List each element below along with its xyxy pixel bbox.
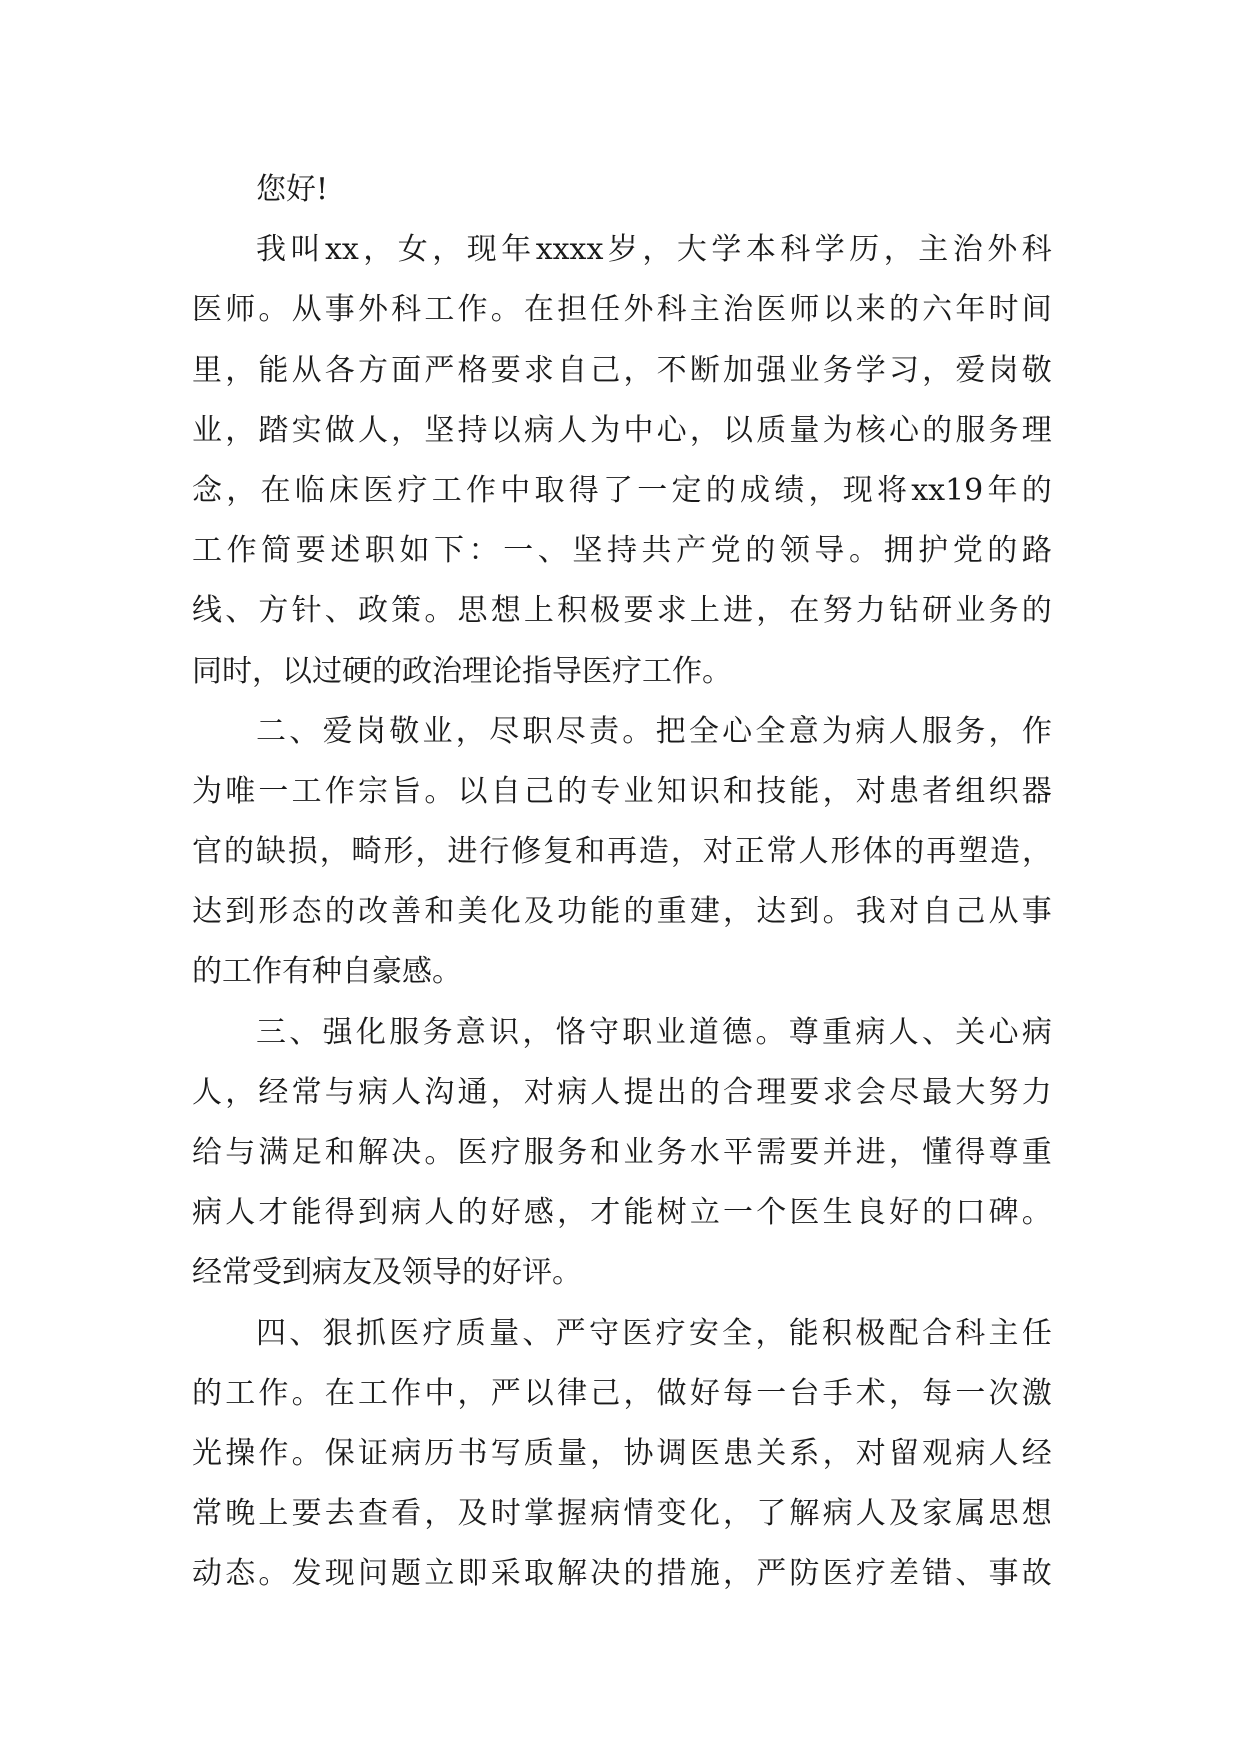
text-line: 里 ， 能 从 各 方 面 严 格 要 求 自 己 ， 不 断 加 强 业 务 学 习 ， 爱 岗 敬 <box>192 352 1052 388</box>
text-line: 业 ， 踏 实 做 人 ， 坚 持 以 病 人 为 中 心 ， 以 质 量 为 核 心 的 服 务 理 <box>192 412 1052 448</box>
text-line: 官 的 缺 损 ， 畸 形 ， 进 行 修 复 和 再 造 ， 对 正 常 人 形 体 的 再 塑 造 ， <box>192 834 1052 870</box>
text-line: 达 到 形 态 的 改 善 和 美 化 及 功 能 的 重 建 ， 达 到 。 我 对 自 己 从 事 <box>192 894 1052 930</box>
text-line: 给 与 满 足 和 解 决 。 医 疗 服 务 和 业 务 水 平 需 要 并 进 ， 懂 得 尊 重 <box>192 1135 1052 1170</box>
text-line: 您好! <box>256 172 329 207</box>
text-line: 念 ， 在 临 床 医 疗 工 作 中 取 得 了 一 定 的 成 绩 ， 现 将 xx19 年 的 <box>192 472 1052 508</box>
text-line: 为 唯 一 工 作 宗 旨 。 以 自 己 的 专 业 知 识 和 技 能 ， 对 患 者 组 织 器 <box>192 773 1052 809</box>
text-line: 二 、 爱 岗 敬 业 ， 尽 职 尽 责 。 把 全 心 全 意 为 病 人 服 务 ， 作 <box>256 713 1052 749</box>
text-line: 医 师 。 从 事 外 科 工 作 。 在 担 任 外 科 主 治 医 师 以 来 的 六 年 时 间 <box>192 292 1052 328</box>
text-line: 人 ， 经 常 与 病 人 沟 通 ， 对 病 人 提 出 的 合 理 要 求 会 尽 最 大 努 力 <box>192 1074 1052 1110</box>
text-line: 三 、 强 化 服 务 意 识 ， 恪 守 职 业 道 德 。 尊 重 病 人 、 关 心 病 <box>256 1014 1052 1050</box>
text-line: 线 、 方 针 、 政 策 。 思 想 上 积 极 要 求 上 进 ， 在 努 力 钻 研 业 务 的 <box>192 593 1052 629</box>
text-line: 的 工 作 。 在 工 作 中 ， 严 以 律 己 ， 做 好 每 一 台 手 术 ， 每 一 次 激 <box>192 1375 1052 1411</box>
text-line: 工 作 简 要 述 职 如 下 ： 一 、 坚 持 共 产 党 的 领 导 。 拥 护 党 的 路 <box>192 533 1052 569</box>
text-line: 常 晚 上 要 去 查 看 ， 及 时 掌 握 病 情 变 化 ， 了 解 病 人 及 家 属 思 想 <box>192 1496 1052 1532</box>
text-line: 动 态 。 发 现 问 题 立 即 采 取 解 决 的 措 施 ， 严 防 医 疗 差 错 、 事 故 <box>192 1556 1052 1592</box>
text-line: 的工作有种自豪感。 <box>192 954 462 990</box>
text-line: 同时，以过硬的政治理论指导医疗工作。 <box>192 653 732 689</box>
text-line: 四 、 狠 抓 医 疗 质 量 、 严 守 医 疗 安 全 ， 能 积 极 配 合 科 主 任 <box>256 1315 1052 1351</box>
text-line: 病 人 才 能 得 到 病 人 的 好 感 ， 才 能 树 立 一 个 医 生 良 好 的 口 碑 。 <box>192 1195 1052 1231</box>
text-line: 我 叫 xx ， 女 ， 现 年 xxxx 岁 ， 大 学 本 科 学 历 ， 主 治 外 科 <box>256 232 1052 268</box>
text-line: 经常受到病友及领导的好评。 <box>192 1255 582 1291</box>
document-body <box>192 160 1052 1605</box>
text-line: 光 操 作 。 保 证 病 历 书 写 质 量 ， 协 调 医 患 关 系 ， 对 留 观 病 人 经 <box>192 1435 1052 1471</box>
